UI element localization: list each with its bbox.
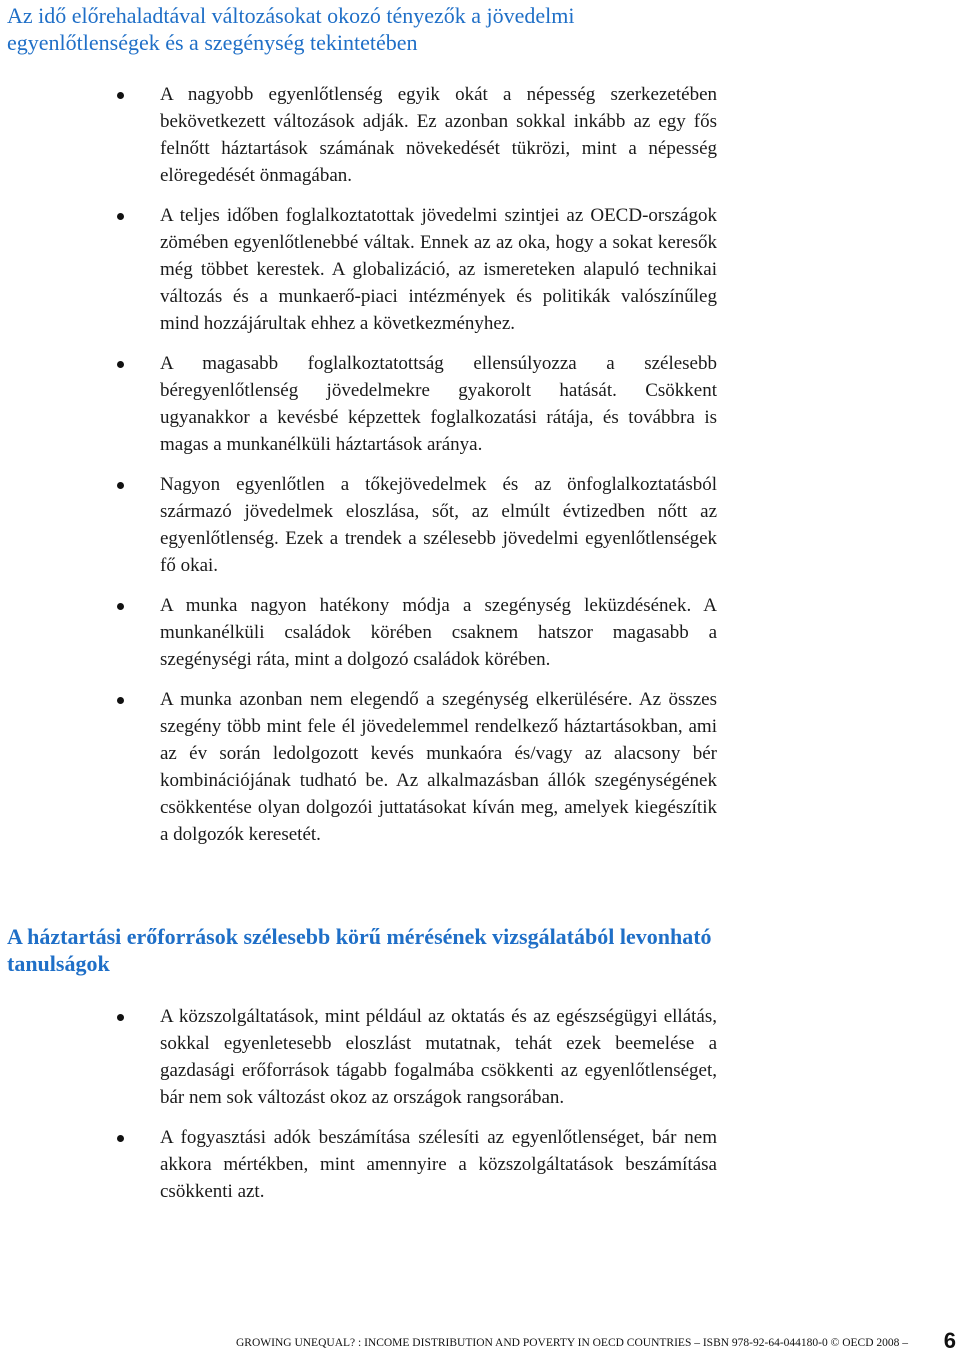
bullet-icon [117,697,124,704]
list-item [0,81,717,189]
bullet-list-lessons [0,1003,960,1205]
bullet-icon [117,213,124,220]
bullet-list-trends [0,81,960,848]
bullet-icon [117,1014,124,1021]
list-item-text: A munka nagyon hatékony módja a szegénység leküzdésének. A munkanélküli családok körében csaknem hatszor magasabb a szegénységi ráta, mint a dolgozó családok körében. [160,595,717,670]
list-item-text: A közszolgáltatások, mint például az oktatás és az egészségügyi ellátás, sokkal egyenletesebb eloszlást mutatnak, tehát ezek beemelése a gazdasági erőforrások tágabb fogalmába csökkenti az egyenlőtlenséget, bár nem sok változást okoz az országok rangsorában. [160,1006,717,1108]
list-item [0,1124,717,1205]
list-item-text: A munka azonban nem elegendő a szegénység elkerülésére. Az összes szegény több mint fele él jövedelemmel rendelkező háztartásokban, ami az év során ledolgozott kevés munkaóra és/vagy az alacsony bér kombinációjának tudható be. Az alkalmazásban állók szegénységének csökkentése olyan dolgozói juttatásokat kíván meg, amelyek kiegészítik a dolgozók keresetét. [160,689,717,845]
list-item-text: A magasabb foglalkoztatottság ellensúlyozza a szélesebb béregyenlőtlenség jövedelmekre gyakorolt hatását. Csökkent ugyanakkor a kevésbé képzettek foglalkozatási rátája, és továbbra is magas a munkanélküli háztartások aránya. [160,353,717,455]
list-item [0,592,717,673]
bullet-icon [117,92,124,99]
list-item [0,202,717,337]
list-item-text: A fogyasztási adók beszámítása szélesíti az egyenlőtlenséget, bár nem akkora mértékben, mint amennyire a közszolgáltatások beszámítása csökkenti azt. [160,1127,717,1202]
list-item [0,350,717,458]
bullet-icon [117,603,124,610]
list-item-text: A teljes időben foglalkoztatottak jövedelmi szintjei az OECD-országok zömében egyenlőtlenebbé váltak. Ennek az az oka, hogy a sokat keresők még többet kerestek. A globalizáció, az ismereteken alapuló technikai változás és a munkaerő-piaci intézmények és politikák valószínűleg mind hozzájárultak ehhez a következményhez. [160,205,717,334]
list-item [0,686,717,848]
bullet-icon [117,1135,124,1142]
footer-citation: GROWING UNEQUAL? : INCOME DISTRIBUTION AND POVERTY IN OECD COUNTRIES – ISBN 978-92-64-044180-0 © OECD 2008 – [236,1337,909,1349]
list-item [0,1003,717,1111]
list-item-text: Nagyon egyenlőtlen a tőkejövedelmek és az önfoglalkoztatásból származó jövedelmek eloszlása, sőt, az elmúlt évtizedben nőtt az egyenlőtlenség. Ezek a trendek a szélesebb jövedelmi egyenlőtlenségek fő okai. [160,474,717,576]
bullet-icon [117,361,124,368]
section-heading-lessons: A háztartási erőforrások szélesebb körű mérésének vizsgálatából levonható tanulságok [7,924,712,976]
section-heading-trends: Az idő előrehaladtával változásokat okozó tényezők a jövedelmi egyenlőtlenségek és a szegénység tekintetében [7,3,575,55]
page-number: 6 [943,1328,956,1353]
page-footer [236,1328,960,1353]
list-item-text: A nagyobb egyenlőtlenség egyik okát a népesség szerkezetében bekövetkezett változások adják. Ez azonban sokkal inkább az egy fős felnőtt háztartások számának növekedését tükrözi, mint a népesség elöregedését önmagában. [160,84,717,186]
list-item [0,471,717,579]
bullet-icon [117,482,124,489]
